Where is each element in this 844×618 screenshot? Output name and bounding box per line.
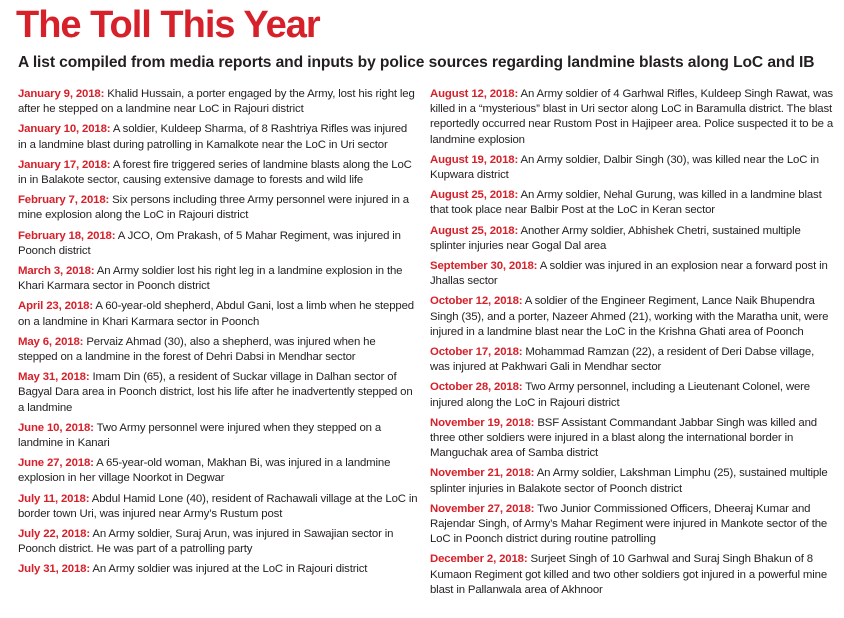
incident-date: February 18, 2018: (18, 229, 116, 242)
incident-description: Imam Din (65), a resident of Suckar village in Dalhan sector of Bagyal Dara area in Poonch district, lost his life after he inadvertently stepped on a landmine (18, 371, 413, 414)
right-column (430, 87, 834, 603)
incident-entry (430, 345, 834, 375)
incident-description: Pervaiz Ahmad (30), also a shepherd, was injured when he stepped on a landmine in the forest of Dehri Dabsi in Mendhar sector (18, 335, 376, 364)
incident-description: An Army soldier, Nehal Gurung, was killed in a landmine blast that took place near Balbir Post at the LoC in Keran sector (430, 189, 822, 217)
incident-entry (430, 188, 834, 218)
incident-entry (18, 370, 418, 416)
incident-entry (430, 380, 834, 410)
incident-date: October 28, 2018: (430, 381, 523, 394)
page-title: The Toll This Year (16, 4, 320, 46)
incident-date: October 17, 2018: (430, 346, 523, 359)
incident-entry (18, 562, 418, 577)
incident-entry (430, 259, 834, 289)
incident-description: Two Army personnel, including a Lieutenant Colonel, were injured along the LoC in Rajouri district (430, 381, 810, 409)
incident-description: Six persons including three Army personnel were injured in a mine explosion along the LoC in Rajouri district (18, 194, 409, 222)
left-column (18, 87, 418, 583)
incident-description: An Army soldier, Lakshman Limphu (25), sustained multiple splinter injuries in Balakote sector of Poonch district (430, 467, 828, 495)
incident-date: January 10, 2018: (18, 123, 111, 136)
incident-date: July 11, 2018: (18, 492, 90, 505)
incident-description: Another Army soldier, Abhishek Chetri, sustained multiple splinter injuries near Gogal Dal area (430, 224, 801, 252)
incident-entry (430, 502, 834, 548)
incident-date: August 12, 2018: (430, 88, 519, 100)
incident-description: Two Army personnel were injured when they stepped on a landmine in Kanari (18, 421, 382, 450)
incident-entry (18, 158, 418, 188)
incident-entry (18, 87, 418, 117)
incident-date: April 23, 2018: (18, 300, 93, 313)
incident-date: May 31, 2018: (18, 371, 90, 384)
incident-description: A soldier of the Engineer Regiment, Lance Naik Bhupendra Singh (35), and a porter, Nazeer Ahmed (21), working with the Maratha unit, were injured in a landmine blast near the LoC in the Krishna Ghati area of Poonch (430, 295, 829, 338)
incident-entry (430, 552, 834, 598)
incident-description: An Army soldier, Dalbir Singh (30), was killed near the LoC in Kupwara district (430, 153, 819, 182)
incident-date: January 9, 2018: (18, 88, 105, 100)
incident-entry (18, 122, 418, 152)
incident-date: October 12, 2018: (430, 295, 523, 308)
incident-description: A forest fire triggered series of landmine blasts along the LoC in in Balakote sector, causing extensive damage to forests and wild life (18, 158, 412, 187)
incident-entry (18, 335, 418, 365)
incident-date: August 25, 2018: (430, 224, 519, 237)
incident-entry (430, 224, 834, 254)
incident-description: An Army soldier, Suraj Arun, was injured in Sawajian sector in Poonch district. He was part of a patrolling party (18, 528, 394, 556)
incident-date: September 30, 2018: (430, 260, 538, 273)
incident-date: July 31, 2018: (18, 563, 90, 576)
incident-date: November 27, 2018: (430, 502, 535, 515)
incident-description: An Army soldier of 4 Garhwal Rifles, Kuldeep Singh Rawat, was killed in a “mysterious” blast in Uri sector along LoC in Baramulla district. The blast reportedly occurred near Rustom Post in Hajipeer area. Police suspected it to be a landmine explosion (430, 88, 834, 146)
incident-description: Khalid Hussain, a porter engaged by the Army, lost his right leg after he stepped on a landmine near LoC in Rajouri district (18, 88, 415, 116)
incident-description: A 65-year-old woman, Makhan Bi, was injured in a landmine explosion in her village Noorkot in Degwar (18, 457, 391, 485)
page-subtitle: A list compiled from media reports and inputs by police sources regarding landmine blasts along LoC and IB (18, 54, 815, 71)
incident-date: March 3, 2018: (18, 265, 95, 278)
incident-description: Mohammad Ramzan (22), a resident of Deri Dabse village, was injured at Pakhwari Gali in Mendhar sector (430, 346, 815, 374)
incident-entry (430, 416, 834, 462)
incident-entry (430, 466, 834, 496)
incident-description: An Army soldier was injured at the LoC in Rajouri district (90, 563, 368, 576)
incident-description: Two Junior Commissioned Officers, Dheeraj Kumar and Rajendar Singh, of Army’s Mahar Regiment were injured in Mankote sector of the LoC in Poonch district during routine patrolling (430, 502, 828, 546)
incident-date: July 22, 2018: (18, 528, 90, 541)
incident-entry (430, 87, 834, 148)
incident-description: A soldier was injured in an explosion near a forward post in Jhallas sector (430, 260, 828, 288)
incident-entry (18, 193, 418, 223)
incident-entry (18, 527, 418, 557)
incident-entry (18, 299, 418, 329)
incident-description: BSF Assistant Commandant Jabbar Singh was killed and three other soldiers were injured in a blast along the international border in Manguchak area of Samba district (430, 416, 817, 460)
incident-date: December 2, 2018: (430, 553, 528, 566)
incident-entry (18, 264, 418, 294)
incident-entry (18, 229, 418, 259)
incident-entry (430, 153, 834, 183)
incident-entry (18, 456, 418, 486)
incident-entry (18, 421, 418, 451)
incident-description: An Army soldier lost his right leg in a landmine explosion in the Khari Karmara sector in Poonch district (18, 265, 403, 293)
incident-date: June 27, 2018: (18, 457, 94, 470)
incident-date: February 7, 2018: (18, 194, 110, 207)
incident-entry (18, 492, 418, 522)
incident-description: Surjeet Singh of 10 Garhwal and Suraj Singh Bhakun of 8 Kumaon Regiment got killed and two other soldiers got injured in a powerful mine blast in Pallanwala area of Akhnoor (430, 553, 828, 596)
incident-date: November 21, 2018: (430, 467, 535, 480)
incident-date: November 19, 2018: (430, 416, 535, 429)
incident-date: August 25, 2018: (430, 189, 519, 202)
incident-description: A JCO, Om Prakash, of 5 Mahar Regiment, was injured in Poonch district (18, 229, 401, 257)
incident-date: August 19, 2018: (430, 153, 519, 166)
incident-date: May 6, 2018: (18, 335, 84, 348)
incident-entry (430, 294, 834, 340)
incident-description: A soldier, Kuldeep Sharma, of 8 Rashtriya Rifles was injured in a landmine blast during patrolling in Kamalkote near the LoC in Uri sector (18, 123, 408, 151)
incident-description: A 60-year-old shepherd, Abdul Gani, lost a limb when he stepped on a landmine in Khari Karmara sector in Poonch (18, 300, 414, 328)
incident-date: January 17, 2018: (18, 158, 111, 171)
incident-date: June 10, 2018: (18, 421, 94, 434)
incident-description: Abdul Hamid Lone (40), resident of Rachawali village at the LoC in border town Uri, was injured near Army’s Rustum post (18, 492, 418, 520)
